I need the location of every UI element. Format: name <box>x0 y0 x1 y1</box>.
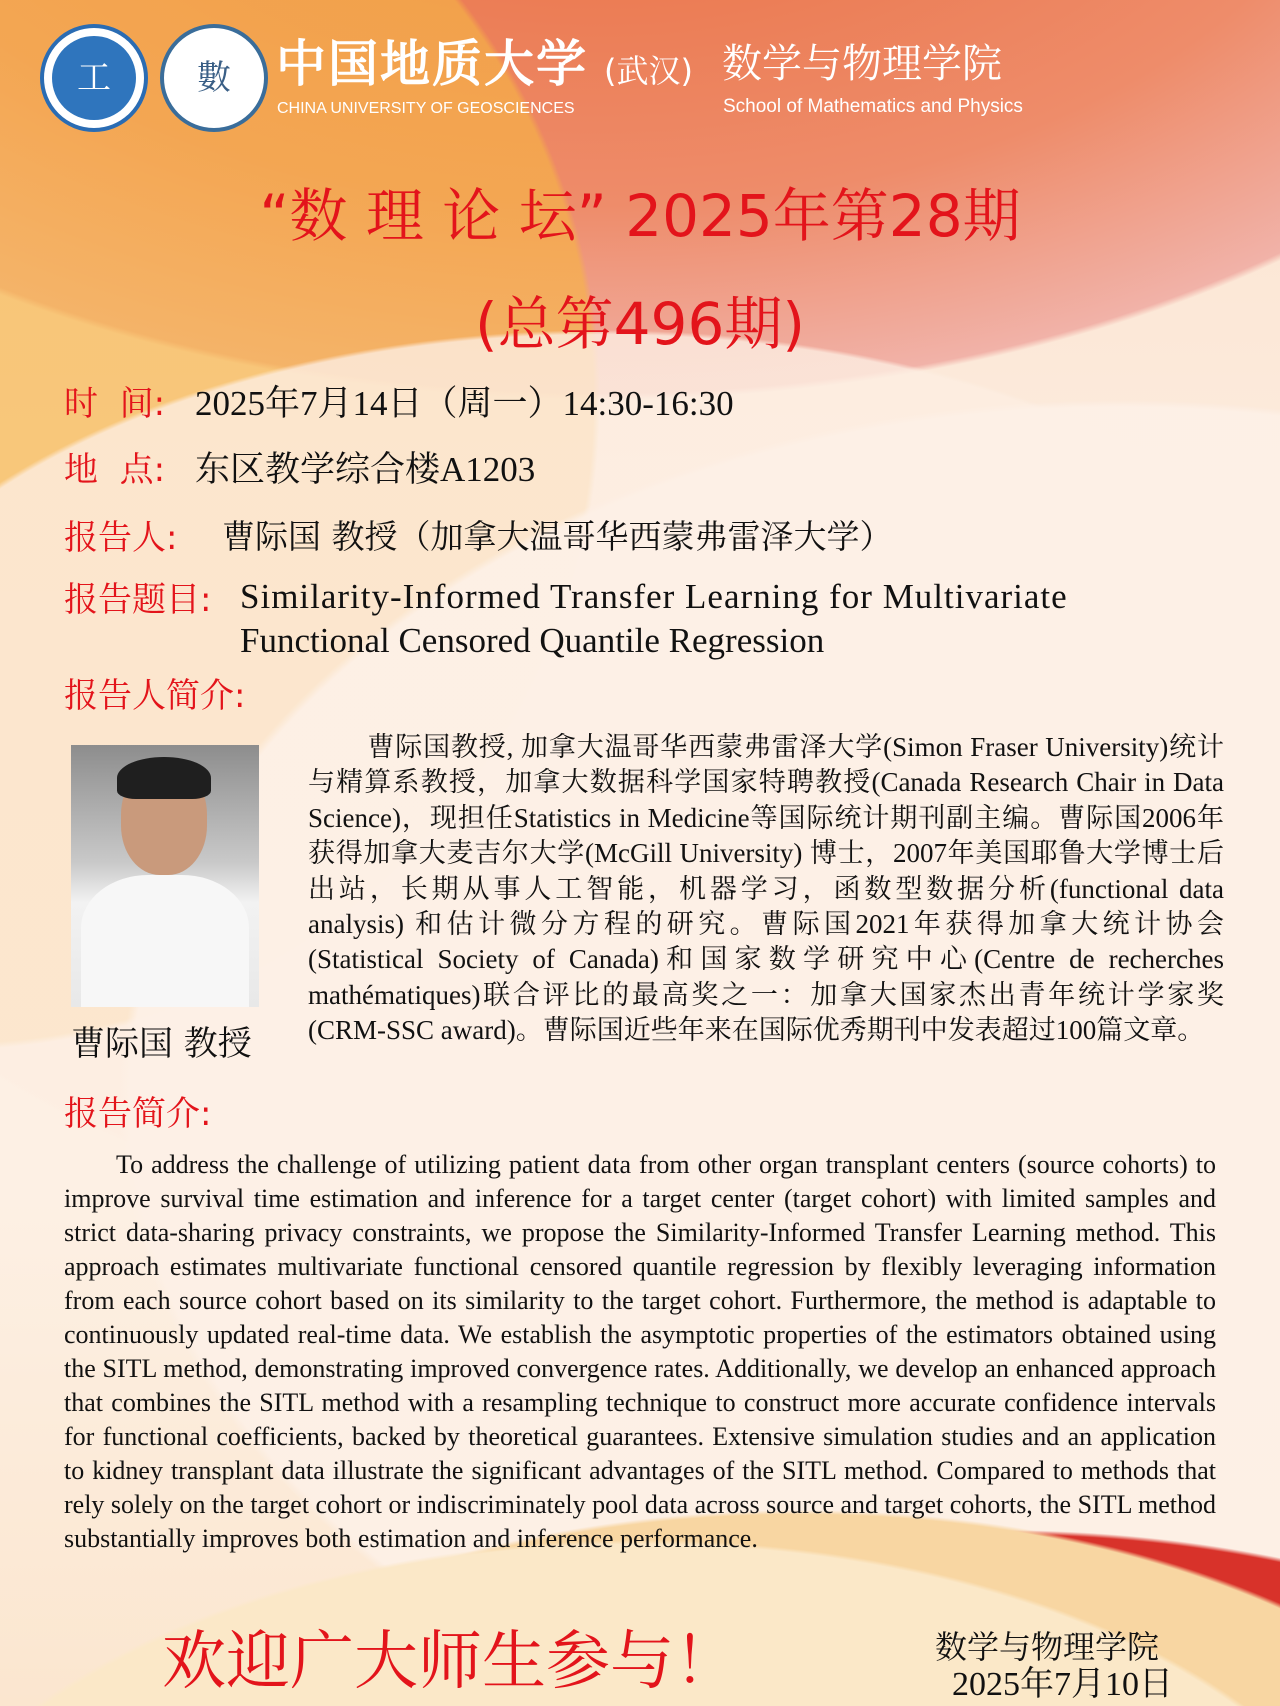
topic-label: 报告题目: <box>64 580 212 620</box>
welcome-message: 欢迎广大师生参与！ <box>162 1625 738 1699</box>
school-name-en: School of Mathematics and Physics <box>723 96 1023 117</box>
speaker-photo <box>71 745 259 1007</box>
time-label: 时 间: <box>64 384 166 424</box>
abstract-text: To address the challenge of utilizing patient data from other organ transplant centers (source cohorts) to improve survival time estimation and inference for a target center (target cohort) with limited samples and strict data-sharing privacy constraints, we propose the Similarity-Informed Transfer Learning method. This approach estimates multivariate functional censored quantile regression by flexibly leveraging information from each source cohort based on its similarity to the target cohort. Furthermore, the method is adaptable to continuously updated real-time data. We establish the asymptotic properties of the estimators obtained using the SITL method, demonstrating improved convergence rates. Additionally, we develop an enhanced approach that combines the SITL method with a resampling technique to construct more accurate confidence intervals for functional coefficients, backed by theoretical guarantees. Extensive simulation studies and an application to kidney transplant data illustrate the significant advantages of the SITL method. Compared to methods that rely solely on the target cohort or indiscriminately pool data across source and target cohorts, the SITL method substantially improves both estimation and inference performance. <box>64 1150 1216 1553</box>
bio-text: 曹际国教授, 加拿大温哥华西蒙弗雷泽大学(Simon Fraser University)统计与精算系教授，加拿大数据科学国家特聘教授(Canada Research Chair in Data Science)，现担任Statistics in Medicine等国际统计期刊副主编。曹际国2006年获得加拿大麦吉尔大学(McGill University) 博士，2007年美国耶鲁大学博士后出站，长期从事人工智能，机器学习，函数型数据分析(functional data analysis) 和估计微分方程的研究。曹际国2021年获得加拿大统计协会(Statistical Society of Canada)和国家数学研究中心(Centre de recherches mathématiques)联合评比的最高奖之一：加拿大国家杰出青年统计学家奖(CRM-SSC award)。曹际国近些年来在国际优秀期刊中发表超过100篇文章。 <box>308 732 1224 1046</box>
school-name-cn: 数学与物理学院 <box>722 41 1002 87</box>
abstract-heading: 报告简介: <box>64 1094 212 1134</box>
topic-line-2: Functional Censored Quantile Regression <box>240 621 825 660</box>
bio-heading: 报告人简介: <box>64 676 246 716</box>
university-logo: 工 <box>40 24 148 132</box>
forum-title: “数 理 论 坛” 2025年第28期 <box>259 182 1021 250</box>
university-name-en: CHINA UNIVERSITY OF GEOSCIENCES <box>277 100 575 117</box>
speaker-label: 报告人: <box>64 518 178 558</box>
university-city: (武汉) <box>604 52 693 90</box>
forum-issue-total: (总第496期) <box>475 290 805 358</box>
speaker-value: 曹际国 教授（加拿大温哥华西蒙弗雷泽大学） <box>222 517 893 556</box>
footer-date: 2025年7月10日 <box>952 1666 1173 1703</box>
school-logo: 數 <box>160 24 268 132</box>
place-label: 地 点: <box>64 450 166 490</box>
place-value: 东区教学综合楼A1203 <box>195 450 536 489</box>
time-value: 2025年7月14日（周一）14:30-16:30 <box>195 384 734 423</box>
topic-line-1: Similarity-Informed Transfer Learning for Multivariate <box>240 577 1068 616</box>
speaker-photo-caption: 曹际国 教授 <box>71 1024 252 1064</box>
university-name-cn: 中国地质大学 <box>276 34 588 93</box>
footer-organizer: 数学与物理学院 <box>935 1628 1160 1666</box>
